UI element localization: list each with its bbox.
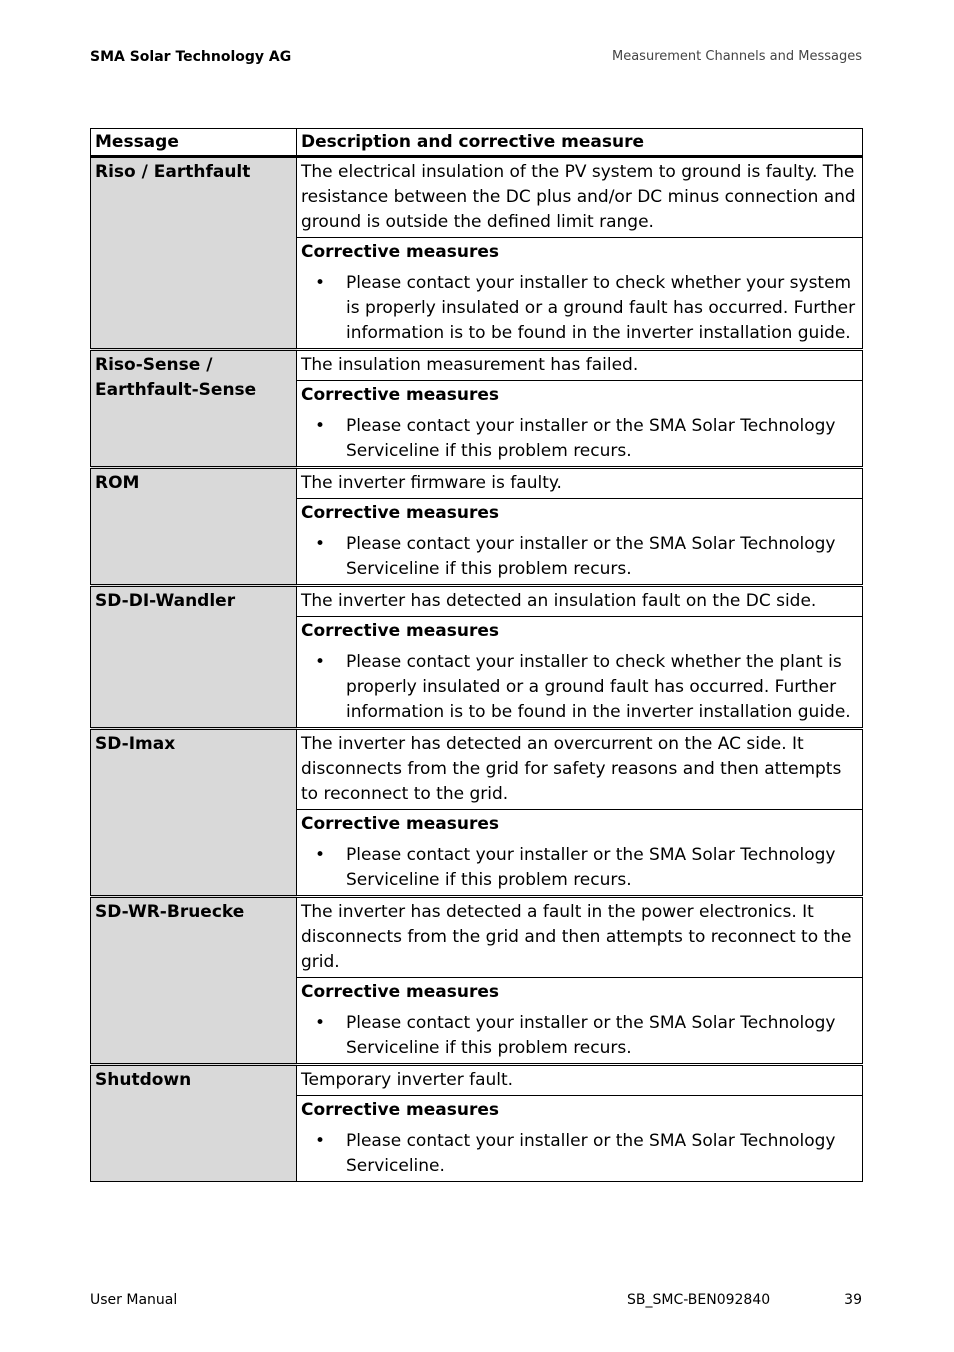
- list-item: [301, 650, 858, 725]
- message-name: SD-WR-Bruecke: [91, 897, 297, 1065]
- footer-doc-type: User Manual: [90, 1292, 178, 1308]
- bullet-icon: •: [315, 416, 326, 436]
- column-header-message: Message: [91, 129, 297, 157]
- corrective-title: Corrective measures: [301, 385, 499, 405]
- message-description: The inverter has detected an insulation fault on the DC side.: [297, 586, 863, 617]
- corrective-text: Please contact your installer or the SMA Solar Technology Serviceline.: [346, 1131, 836, 1176]
- bullet-icon: •: [315, 1013, 326, 1033]
- corrective-text: Please contact your installer or the SMA Solar Technology Serviceline if this problem recurs.: [346, 534, 836, 579]
- message-name: ROM: [91, 468, 297, 586]
- table-body: [91, 157, 863, 1182]
- bullet-icon: •: [315, 534, 326, 554]
- footer-doc-code: SB_SMC-BEN092840: [627, 1292, 771, 1308]
- corrective-cell: [297, 617, 863, 729]
- message-table: [90, 128, 863, 1182]
- table-row: [91, 157, 863, 238]
- corrective-cell: [297, 499, 863, 586]
- corrective-title: Corrective measures: [301, 503, 499, 523]
- corrective-cell: [297, 1096, 863, 1182]
- list-item: [301, 1129, 858, 1179]
- list-item: [301, 1011, 858, 1061]
- corrective-text: Please contact your installer or the SMA Solar Technology Serviceline if this problem recurs.: [346, 845, 836, 890]
- corrective-text: Please contact your installer to check whether the plant is properly insulated or a ground fault has occurred. Further information is to be found in the inverter installation guide.: [346, 652, 851, 722]
- page-number: 39: [844, 1292, 862, 1308]
- bullet-icon: •: [315, 273, 326, 293]
- header-company: SMA Solar Technology AG: [90, 49, 292, 65]
- message-name: SD-Imax: [91, 729, 297, 897]
- corrective-cell: [297, 810, 863, 897]
- corrective-title: Corrective measures: [301, 982, 499, 1002]
- bullet-icon: •: [315, 1131, 326, 1151]
- corrective-title: Corrective measures: [301, 814, 499, 834]
- header-section: Measurement Channels and Messages: [612, 49, 862, 64]
- message-description: Temporary inverter fault.: [297, 1065, 863, 1096]
- corrective-text: Please contact your installer to check whether your system is properly insulated or a ground fault has occurred. Further information is to be found in the inverter installation guide.: [346, 273, 856, 343]
- bullet-icon: •: [315, 845, 326, 865]
- message-name: SD-DI-Wandler: [91, 586, 297, 729]
- corrective-cell: [297, 978, 863, 1065]
- corrective-cell: [297, 238, 863, 350]
- column-header-description: Description and corrective measure: [297, 129, 863, 157]
- table-header-row: [91, 129, 863, 157]
- message-name: Riso / Earthfault: [91, 157, 297, 350]
- corrective-title: Corrective measures: [301, 1100, 499, 1120]
- message-description: The inverter has detected a fault in the power electronics. It disconnects from the grid and then attempts to reconnect to the grid.: [297, 897, 863, 978]
- corrective-title: Corrective measures: [301, 621, 499, 641]
- corrective-text: Please contact your installer or the SMA Solar Technology Serviceline if this problem recurs.: [346, 1013, 836, 1058]
- bullet-icon: •: [315, 652, 326, 672]
- message-description: The inverter has detected an overcurrent on the AC side. It disconnects from the grid for safety reasons and then attempts to reconnect to the grid.: [297, 729, 863, 810]
- corrective-text: Please contact your installer or the SMA Solar Technology Serviceline if this problem recurs.: [346, 416, 836, 461]
- table-row: [91, 729, 863, 810]
- table-row: [91, 468, 863, 499]
- list-item: [301, 532, 858, 582]
- list-item: [301, 843, 858, 893]
- message-name: Riso-Sense / Earthfault-Sense: [91, 350, 297, 468]
- list-item: [301, 414, 858, 464]
- table-row: [91, 897, 863, 978]
- corrective-cell: [297, 381, 863, 468]
- table-row: [91, 586, 863, 617]
- message-name: Shutdown: [91, 1065, 297, 1182]
- table-row: [91, 1065, 863, 1096]
- message-description: The electrical insulation of the PV system to ground is faulty. The resistance between the DC plus and/or DC minus connection and ground is outside the defined limit range.: [297, 157, 863, 238]
- corrective-title: Corrective measures: [301, 242, 499, 262]
- table-row: [91, 350, 863, 381]
- list-item: [301, 271, 858, 346]
- message-description: The inverter firmware is faulty.: [297, 468, 863, 499]
- message-description: The insulation measurement has failed.: [297, 350, 863, 381]
